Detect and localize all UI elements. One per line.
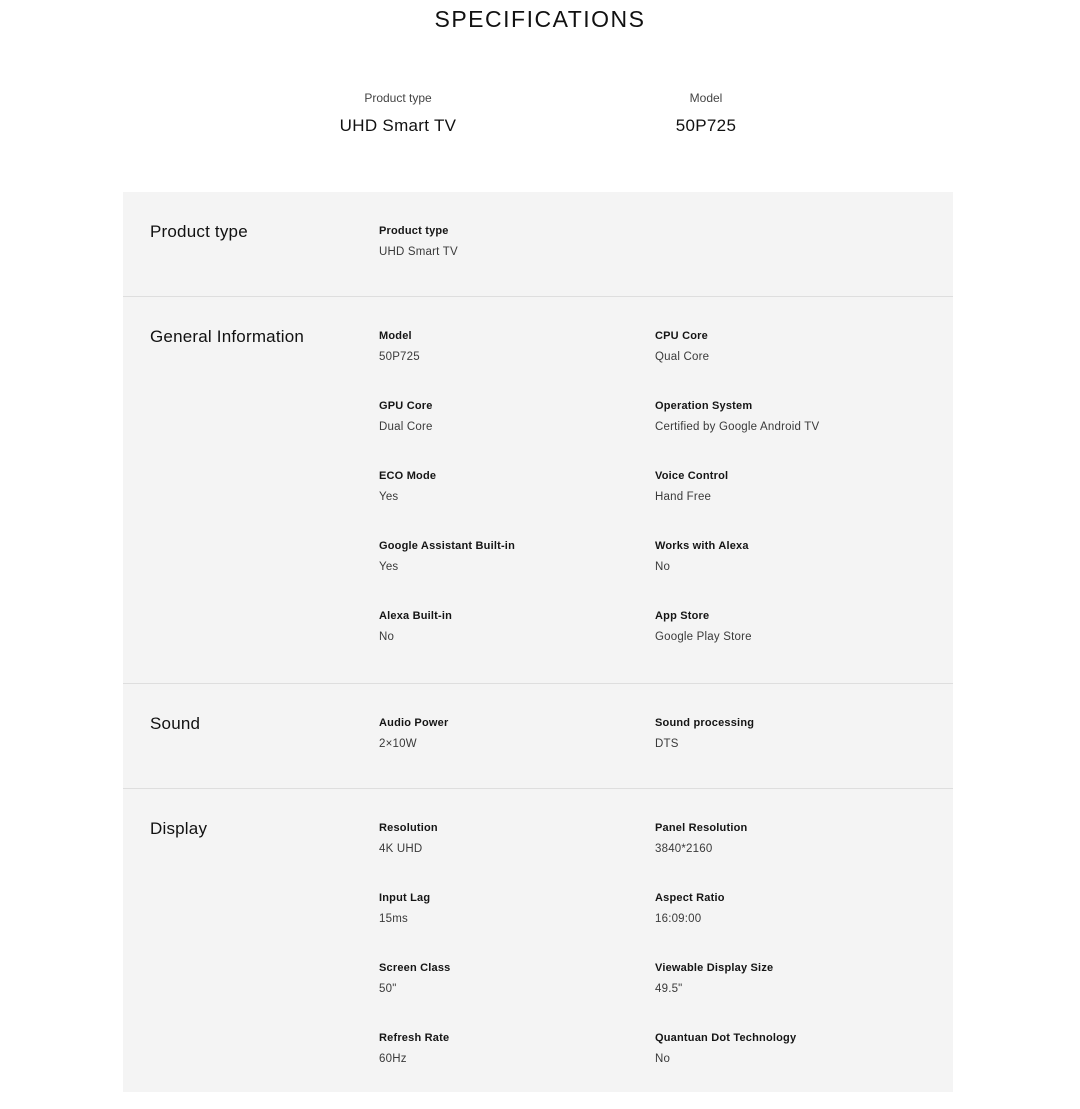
spec-item [655, 470, 939, 518]
spec-panel [123, 192, 953, 1092]
spec-item [655, 330, 939, 378]
spec-value: 50" [379, 983, 397, 995]
spec-value: No [655, 561, 671, 573]
spec-value: 15ms [379, 913, 408, 925]
summary-value: 50P725 [675, 116, 737, 135]
summary-label: Model [689, 91, 723, 105]
spec-item [655, 540, 939, 588]
spec-value: 49.5" [655, 983, 683, 995]
spec-grid [379, 225, 939, 273]
spec-label: Alexa Built-in [379, 610, 453, 622]
spec-item [655, 1032, 939, 1080]
spec-label: Viewable Display Size [655, 962, 774, 974]
spec-label: Input Lag [379, 892, 431, 904]
spec-item [379, 717, 655, 765]
spec-value: Qual Core [655, 351, 710, 363]
spec-label: Aspect Ratio [655, 892, 725, 904]
spec-item [655, 400, 939, 448]
section-title: General Information [150, 327, 305, 346]
spec-label: Quantuan Dot Technology [655, 1032, 797, 1044]
spec-value: Dual Core [379, 421, 433, 433]
spec-value: 3840*2160 [655, 843, 713, 855]
spec-grid [379, 822, 939, 1080]
spec-item [379, 225, 655, 273]
spec-item [655, 892, 939, 940]
spec-label: Screen Class [379, 962, 451, 974]
spec-value: 4K UHD [379, 843, 423, 855]
spec-label: App Store [655, 610, 710, 622]
spec-label: Works with Alexa [655, 540, 749, 552]
summary-label: Product type [364, 91, 432, 105]
spec-value: Certified by Google Android TV [655, 421, 820, 433]
spec-label: Google Assistant Built-in [379, 540, 515, 552]
section-display [123, 789, 953, 1109]
spec-grid [379, 330, 939, 658]
section-title: Display [150, 819, 208, 838]
spec-label: Voice Control [655, 470, 729, 482]
spec-label: Operation System [655, 400, 753, 412]
spec-label: Model [379, 330, 412, 342]
spec-item [379, 470, 655, 518]
spec-value: No [655, 1053, 671, 1065]
spec-grid [379, 717, 939, 765]
summary-product-type [248, 91, 548, 136]
spec-item [655, 717, 939, 765]
spec-item [379, 822, 655, 870]
spec-value: 60Hz [379, 1053, 407, 1065]
spec-item [655, 610, 939, 658]
spec-item [379, 400, 655, 448]
spec-value: DTS [655, 738, 679, 750]
spec-label: Refresh Rate [379, 1032, 450, 1044]
spec-item [655, 962, 939, 1010]
section-product-type [123, 192, 953, 297]
spec-label: ECO Mode [379, 470, 437, 482]
spec-value: 50P725 [379, 351, 420, 363]
spec-item [379, 540, 655, 588]
spec-label: Audio Power [379, 717, 449, 729]
spec-value: Hand Free [655, 491, 712, 503]
section-sound [123, 684, 953, 789]
spec-value: Yes [379, 491, 399, 503]
spec-label: Product type [379, 225, 449, 237]
spec-item [379, 330, 655, 378]
section-title: Sound [150, 714, 201, 733]
spec-item [655, 822, 939, 870]
spec-item [379, 962, 655, 1010]
spec-label: CPU Core [655, 330, 708, 342]
summary-model [556, 91, 856, 136]
section-general-information [123, 297, 953, 684]
spec-value: Yes [379, 561, 399, 573]
spec-label: Sound processing [655, 717, 755, 729]
section-title: Product type [150, 222, 248, 241]
summary-value: UHD Smart TV [339, 116, 457, 135]
spec-value: No [379, 631, 395, 643]
spec-label: Resolution [379, 822, 438, 834]
spec-value: Google Play Store [655, 631, 752, 643]
spec-value: 2×10W [379, 738, 417, 750]
spec-item [379, 892, 655, 940]
spec-value: UHD Smart TV [379, 246, 458, 258]
page-title: SPECIFICATIONS [434, 6, 646, 32]
spec-label: GPU Core [379, 400, 433, 412]
spec-item [379, 610, 655, 658]
spec-value: 16:09:00 [655, 913, 702, 925]
spec-item [379, 1032, 655, 1080]
spec-label: Panel Resolution [655, 822, 748, 834]
